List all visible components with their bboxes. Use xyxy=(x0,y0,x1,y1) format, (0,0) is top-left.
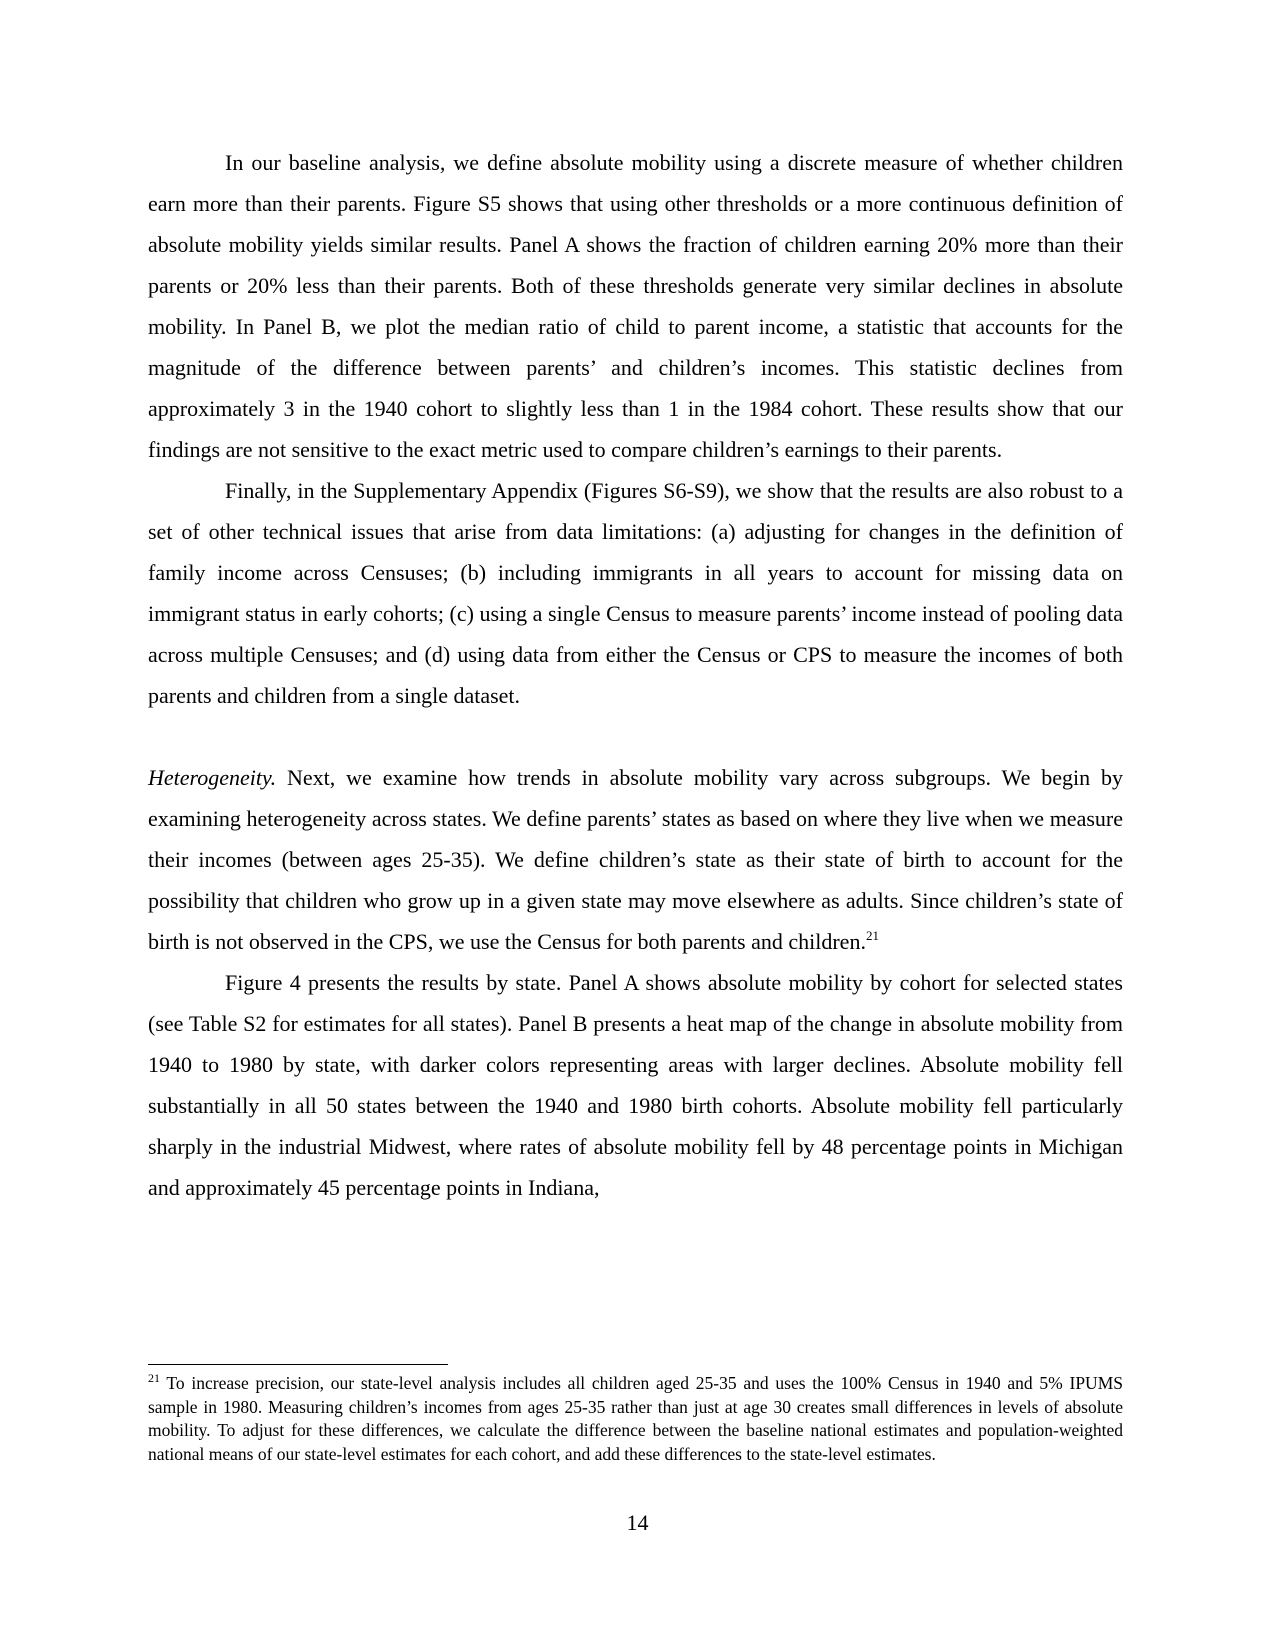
paragraph-baseline-analysis: In our baseline analysis, we define absolute mobility using a discrete measure of whether children earn more than their parents. Figure S5 shows that using other thresholds or a more continuous definition of absolute mobility yields similar results. Panel A shows the fraction of children earning 20% more than their parents or 20% less than their parents. Both of these thresholds generate very similar declines in absolute mobility. In Panel B, we plot the median ratio of child to parent income, a statistic that accounts for the magnitude of the difference between parents’ and children’s incomes. This statistic declines from approximately 3 in the 1940 cohort to slightly less than 1 in the 1984 cohort. These results show that our findings are not sensitive to the exact metric used to compare children’s earnings to their parents. xyxy=(148,150,1123,462)
footnote-separator xyxy=(148,1364,448,1365)
footnote-reference[interactable]: 21 xyxy=(865,927,879,943)
page-number: 14 xyxy=(626,1510,649,1535)
paragraph-state-results: Figure 4 presents the results by state. Panel A shows absolute mobility by cohort for selected states (see Table S2 for estimates for all states). Panel B presents a heat map of the change in absolute mobility from 1940 to 1980 by state, with darker colors representing areas with larger declines. Absolute mobility fell substantially in all 50 states between the 1940 and 1980 birth cohorts. Absolute mobility fell particularly sharply in the industrial Midwest, where rates of absolute mobility fell by 48 percentage points in Michigan and approximately 45 percentage points in Indiana, xyxy=(148,970,1123,1200)
main-text xyxy=(148,142,1123,1208)
footnote-number: 21 xyxy=(148,1371,160,1386)
footnote xyxy=(148,1372,1123,1466)
paragraph-heterogeneity xyxy=(148,757,1123,962)
paragraph-heterogeneity-text: Next, we examine how trends in absolute mobility vary across subgroups. We begin by examining heterogeneity across states. We define parents’ states as based on where they live when we measure their incomes (between ages 25-35). We define children’s state as their state of birth to account for the possibility that children who grow up in a given state may move elsewhere as adults. Since children’s state of birth is not observed in the CPS, we use the Census for both parents and children. xyxy=(148,765,1123,954)
paragraph-robustness: Finally, in the Supplementary Appendix (Figures S6-S9), we show that the results are also robust to a set of other technical issues that arise from data limitations: (a) adjusting for changes in the definition of family income across Censuses; (b) including immigrants in all years to account for missing data on immigrant status in early cohorts; (c) using a single Census to measure parents’ income instead of pooling data across multiple Censuses; and (d) using data from either the Census or CPS to measure the incomes of both parents and children from a single dataset. xyxy=(148,478,1123,708)
footnotes xyxy=(148,1372,1123,1466)
footnote-text: To increase precision, our state-level analysis includes all children aged 25-35 and uses the 100% Census in 1940 and 5% IPUMS sample in 1980. Measuring children’s incomes from ages 25-35 rather than just at age 30 creates small differences in levels of absolute mobility. To adjust for these differences, we calculate the difference between the baseline national estimates and population-weighted national means of our state-level estimates for each cohort, and add these differences to the state-level estimates. xyxy=(148,1373,1123,1464)
run-in-heading: Heterogeneity. xyxy=(148,765,277,790)
